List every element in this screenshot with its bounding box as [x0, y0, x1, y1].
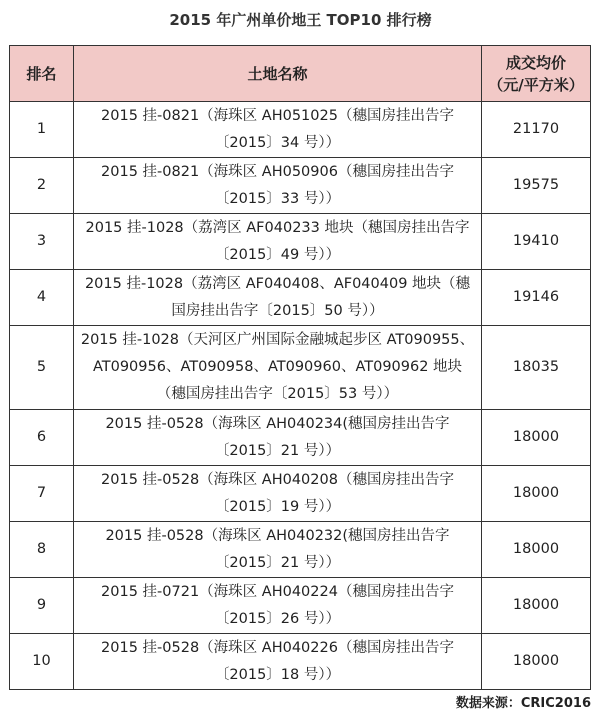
data-source-note: 数据来源：CRIC2016 [455, 696, 591, 711]
price-cell: 18000 [482, 578, 591, 634]
land-name-cell: 2015 挂-1028（天河区广州国际金融城起步区 AT090955、AT090956、AT090958、AT090960、AT090962 地块（穗国房挂出告字〔2015〕53 号）） [74, 326, 482, 410]
price-cell: 18000 [482, 466, 591, 522]
price-cell: 18000 [482, 410, 591, 466]
rank-cell: 6 [10, 410, 74, 466]
land-name-column-header: 土地名称 [74, 46, 482, 102]
table-row [10, 326, 591, 410]
rank-cell: 4 [10, 270, 74, 326]
price-cell: 18000 [482, 634, 591, 690]
table-row [10, 102, 591, 158]
land-name-cell: 2015 挂-0528（海珠区 AH040234(穗国房挂出告字〔2015〕21 号）） [74, 410, 482, 466]
rank-cell: 10 [10, 634, 74, 690]
land-name-cell: 2015 挂-1028（荔湾区 AF040233 地块（穗国房挂出告字〔2015〕49 号）） [74, 214, 482, 270]
price-column-header [482, 46, 591, 102]
rank-column-header: 排名 [10, 46, 74, 102]
price-cell: 18000 [482, 522, 591, 578]
price-cell: 19410 [482, 214, 591, 270]
land-name-cell: 2015 挂-0528（海珠区 AH040208（穗国房挂出告字〔2015〕19 号）） [74, 466, 482, 522]
rank-cell: 3 [10, 214, 74, 270]
price-header-line1: 成交均价 [505, 53, 566, 72]
table-row [10, 270, 591, 326]
land-name-cell: 2015 挂-0821（海珠区 AH050906（穗国房挂出告字〔2015〕33 号）） [74, 158, 482, 214]
rank-cell: 8 [10, 522, 74, 578]
rank-cell: 7 [10, 466, 74, 522]
price-cell: 21170 [482, 102, 591, 158]
land-name-cell: 2015 挂-0721（海珠区 AH040224（穗国房挂出告字〔2015〕26 号）） [74, 578, 482, 634]
page-title: 2015 年广州单价地王 TOP10 排行榜 [169, 11, 432, 29]
price-cell: 18035 [482, 326, 591, 410]
price-cell: 19146 [482, 270, 591, 326]
ranking-table [9, 45, 591, 690]
price-cell: 19575 [482, 158, 591, 214]
table-row [10, 158, 591, 214]
land-name-cell: 2015 挂-0821（海珠区 AH051025（穗国房挂出告字〔2015〕34 号）） [74, 102, 482, 158]
table-header-row [10, 46, 591, 102]
land-name-cell: 2015 挂-0528（海珠区 AH040232(穗国房挂出告字〔2015〕21 号）） [74, 522, 482, 578]
table-row [10, 522, 591, 578]
rank-cell: 5 [10, 326, 74, 410]
rank-cell: 9 [10, 578, 74, 634]
rank-cell: 2 [10, 158, 74, 214]
table-row [10, 578, 591, 634]
land-name-cell: 2015 挂-0528（海珠区 AH040226（穗国房挂出告字〔2015〕18 号）） [74, 634, 482, 690]
rank-cell: 1 [10, 102, 74, 158]
price-header-line2: （元/平方米） [488, 75, 584, 94]
table-row [10, 634, 591, 690]
table-row [10, 466, 591, 522]
table-row [10, 410, 591, 466]
land-name-cell: 2015 挂-1028（荔湾区 AF040408、AF040409 地块（穗国房挂出告字〔2015〕50 号）） [74, 270, 482, 326]
table-row [10, 214, 591, 270]
